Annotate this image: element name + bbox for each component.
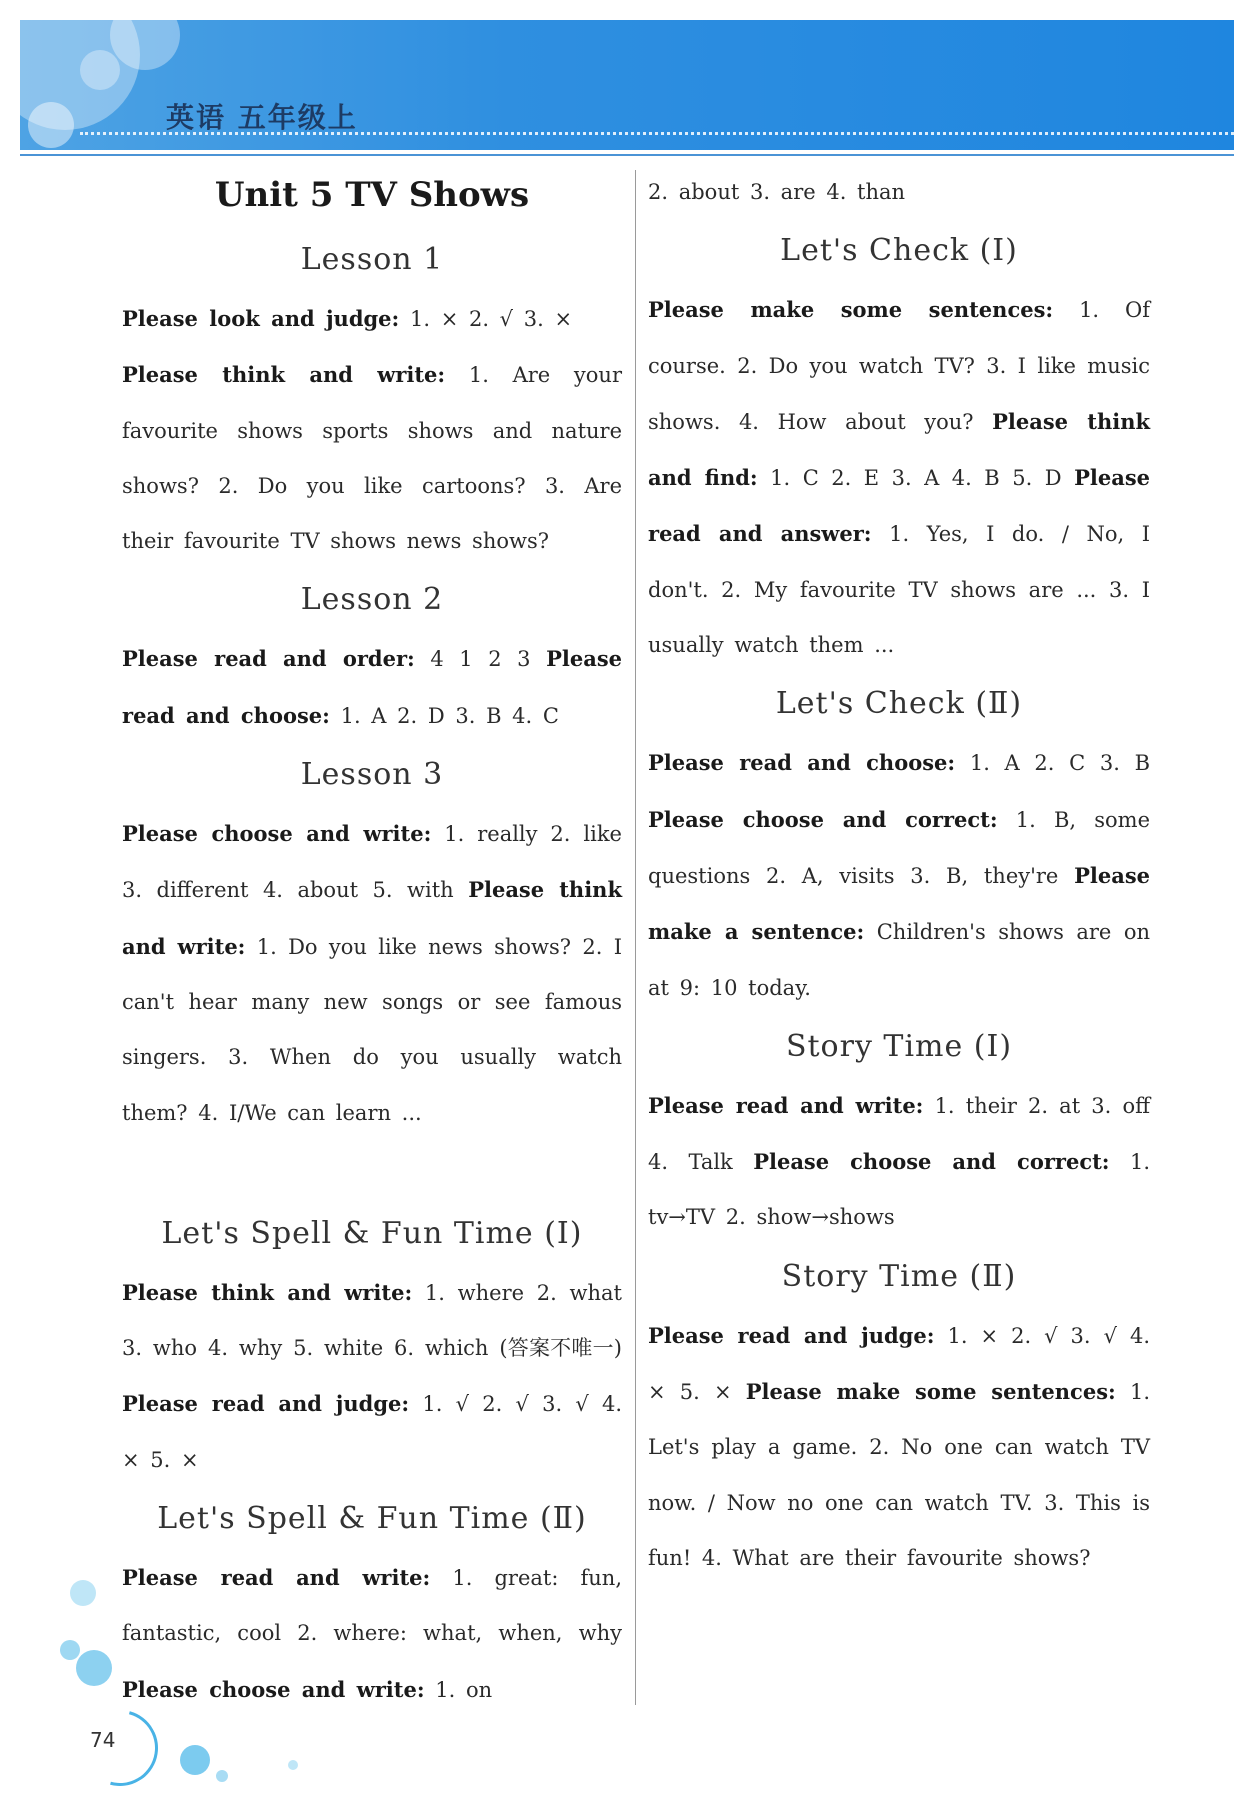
exercise-label: Please look and judge: xyxy=(122,306,400,331)
answer-paragraph xyxy=(122,291,622,347)
answer-paragraph xyxy=(648,1308,1150,1586)
exercise-label: Please think and write: xyxy=(122,877,622,959)
exercise-label: Please choose and correct: xyxy=(753,1149,1110,1175)
section-heading: Let's Check (Ⅰ) xyxy=(780,233,1018,269)
answer-text: 1. A 2. D 3. B 4. C xyxy=(329,703,559,728)
page-number: 74 xyxy=(90,1728,116,1752)
bubble-decoration xyxy=(180,1745,210,1775)
exercise-label: Please read and judge: xyxy=(122,1391,410,1417)
unit-title: Unit 5 TV Shows xyxy=(214,175,530,215)
answer-paragraph xyxy=(122,631,622,744)
answer-text: 2. about 3. are 4. than xyxy=(648,180,906,204)
section-heading: Story Time (Ⅱ) xyxy=(781,1258,1017,1294)
answer-text: 1. B, some questions 2. A, visits 3. B, they're xyxy=(648,807,1150,888)
bubble-decoration xyxy=(28,102,74,148)
answer-text: Children's shows are on at 9: 10 today. xyxy=(648,920,1150,1000)
answer-text: 1. × 2. √ 3. × xyxy=(399,307,573,331)
answer-paragraph xyxy=(122,1550,622,1718)
answer-text: 1. tv→TV 2. show→shows xyxy=(648,1150,1151,1230)
answer-paragraph xyxy=(122,1265,622,1488)
exercise-label: Please read and write: xyxy=(122,1565,431,1591)
section-heading: Lesson 1 xyxy=(300,242,444,277)
answer-text: 1. √ 2. √ 3. √ 4. × 5. × xyxy=(122,1392,622,1472)
right-column xyxy=(648,165,1150,1586)
answer-text: 1. A 2. C 3. B xyxy=(955,751,1151,776)
answer-text: 1. Let's play a game. 2. No one can watch TV now. / Now no one can watch TV. 3. This is fun! 4. What are their favourite shows? xyxy=(648,1380,1150,1570)
exercise-label: Please read and write: xyxy=(648,1092,924,1118)
answer-text: 1. great: fun, fantastic, cool 2. where: what, when, why xyxy=(122,1566,622,1646)
header-banner xyxy=(20,20,1234,150)
exercise-label: Please make a sentence: xyxy=(648,862,1150,945)
answer-paragraph xyxy=(648,735,1150,1015)
answer-text: 1. Are your favourite shows sports shows and nature shows? 2. Do you like cartoons? 3. Are their favourite TV shows news shows? xyxy=(122,363,622,554)
exercise-label: Please make some sentences: xyxy=(745,1379,1116,1405)
answer-text: 1. on xyxy=(424,1677,493,1702)
answer-text: 4 1 2 3 xyxy=(414,647,547,672)
answer-text: 1. Do you like news shows? 2. I can't hear many new songs or see famous singers. 3. When do you usually watch them? 4. I/We can learn ... xyxy=(122,934,622,1125)
answer-text: 1. where 2. what 3. who 4. why 5. white 6. which (答案不唯一) xyxy=(122,1280,622,1361)
bubble-decoration xyxy=(76,1650,112,1686)
exercise-label: Please choose and correct: xyxy=(648,806,998,832)
column-divider xyxy=(635,170,636,1705)
section-heading: Let's Check (Ⅱ) xyxy=(775,686,1023,722)
exercise-label: Please think and write: xyxy=(122,362,446,388)
exercise-label: Please read and order: xyxy=(122,646,415,672)
bubble-decoration xyxy=(70,1580,96,1606)
section-heading: Lesson 3 xyxy=(300,757,444,793)
exercise-label: Please read and answer: xyxy=(648,465,1151,547)
exercise-label: Please think and find: xyxy=(648,408,1151,491)
answer-text: 1. really 2. like 3. different 4. about 5. with xyxy=(122,822,622,903)
exercise-label: Please make some sentences: xyxy=(648,297,1054,323)
header-title: 英语 五年级上 xyxy=(166,101,358,134)
exercise-label: Please think and write: xyxy=(122,1279,413,1305)
answer-text: 1. their 2. at 3. off 4. Talk xyxy=(648,1093,1151,1175)
answer-paragraph xyxy=(122,806,622,1141)
exercise-label: Please choose and write: xyxy=(122,821,432,847)
section-heading: Lesson 2 xyxy=(300,582,444,618)
exercise-label: Please read and choose: xyxy=(122,646,622,728)
answer-text: 1. Yes, I do. / No, I don't. 2. My favourite TV shows are ... 3. I usually watch them ... xyxy=(648,522,1150,658)
answer-text: 1. C 2. E 3. A 4. B 5. D xyxy=(757,466,1075,491)
bubble-decoration xyxy=(288,1760,298,1770)
answer-paragraph xyxy=(648,282,1150,673)
answer-paragraph xyxy=(648,165,1150,220)
bubble-decoration xyxy=(60,1640,80,1660)
answer-text: 1. Of course. 2. Do you watch TV? 3. I like music shows. 4. How about you? xyxy=(648,298,1150,434)
left-column xyxy=(122,165,622,1718)
section-heading: Story Time (Ⅰ) xyxy=(785,1028,1013,1064)
section-heading: Let's Spell & Fun Time (Ⅰ) xyxy=(161,1215,583,1251)
answer-paragraph xyxy=(122,347,622,569)
section-heading: Let's Spell & Fun Time (Ⅱ) xyxy=(157,1501,587,1537)
exercise-label: Please read and choose: xyxy=(648,750,956,776)
exercise-label: Please read and judge: xyxy=(648,1322,935,1348)
bubble-decoration xyxy=(80,50,120,90)
answer-text: 1. × 2. √ 3. √ 4. × 5. × xyxy=(648,1323,1150,1405)
answer-paragraph xyxy=(648,1078,1150,1246)
exercise-label: Please choose and write: xyxy=(122,1676,425,1702)
header-rule xyxy=(20,154,1234,156)
bubble-decoration xyxy=(216,1770,228,1782)
